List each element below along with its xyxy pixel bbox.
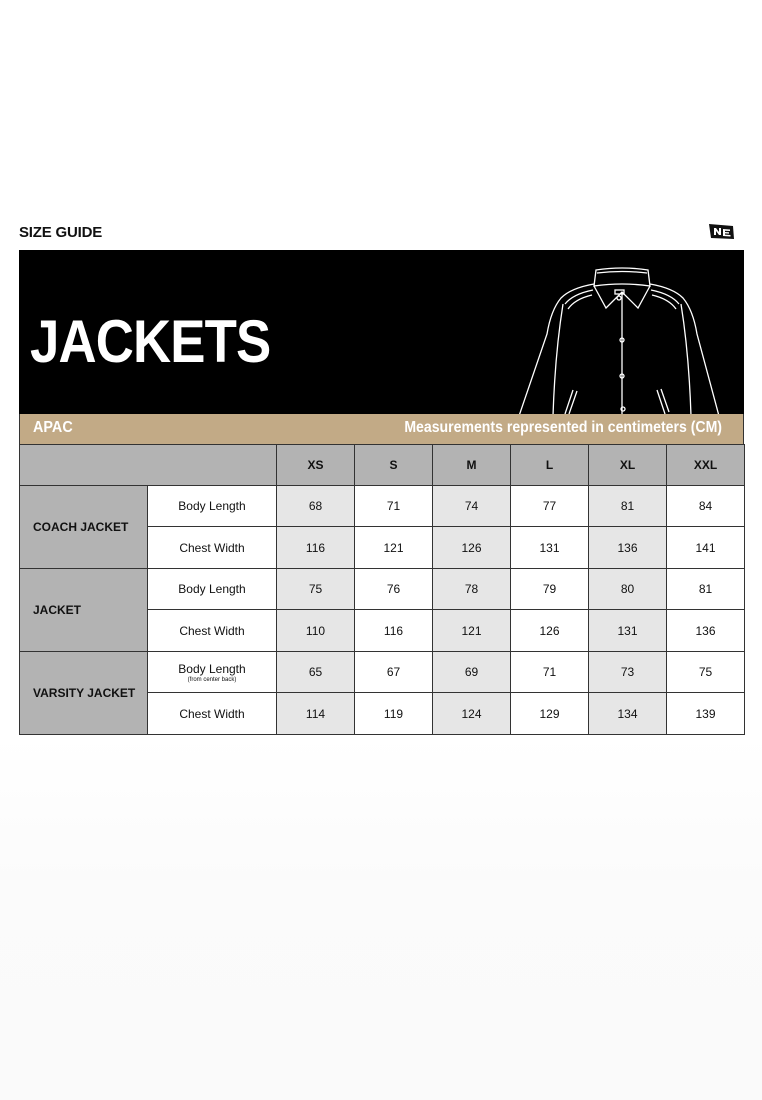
size-header-row: [20, 445, 745, 486]
value-cell: 77: [511, 486, 589, 527]
value-cell: 75: [277, 569, 355, 610]
value-cell: 81: [667, 569, 745, 610]
value-cell: 68: [277, 486, 355, 527]
value-cell: 121: [355, 527, 433, 569]
value-cell: 126: [433, 527, 511, 569]
region-label: APAC: [33, 419, 73, 436]
value-cell: 139: [667, 693, 745, 735]
value-cell: 75: [667, 652, 745, 693]
new-era-flag-logo-icon: [707, 222, 735, 242]
value-cell: 110: [277, 610, 355, 652]
value-cell: 79: [511, 569, 589, 610]
measure-label: Body Length: [178, 661, 246, 676]
header-blank-cell: [20, 445, 277, 486]
value-cell: 129: [511, 693, 589, 735]
table-row: [20, 652, 745, 693]
value-cell: 74: [433, 486, 511, 527]
value-cell: 69: [433, 652, 511, 693]
size-header-xs: XS: [277, 445, 355, 486]
page-background: [0, 735, 762, 1100]
category-label: VARSITY JACKET: [20, 652, 148, 735]
value-cell: 76: [355, 569, 433, 610]
hero-banner: [19, 250, 744, 414]
value-cell: 131: [511, 527, 589, 569]
measure-label: Body Length: [148, 486, 277, 527]
measure-label: Chest Width: [148, 527, 277, 569]
category-label: JACKET: [20, 569, 148, 652]
size-header-xl: XL: [589, 445, 667, 486]
table-row: [20, 486, 745, 527]
measure-label: Chest Width: [148, 693, 277, 735]
value-cell: 67: [355, 652, 433, 693]
value-cell: 134: [589, 693, 667, 735]
value-cell: 84: [667, 486, 745, 527]
value-cell: 126: [511, 610, 589, 652]
size-header-m: M: [433, 445, 511, 486]
value-cell: 116: [277, 527, 355, 569]
units-note: Measurements represented in centimeters (CM): [404, 419, 722, 436]
jacket-outline-icon: [511, 264, 733, 414]
region-bar: [19, 414, 744, 444]
value-cell: 80: [589, 569, 667, 610]
measure-note: (from center back): [187, 676, 237, 683]
table-row: [20, 569, 745, 610]
measure-label: Body Length: [148, 569, 277, 610]
size-header-xxl: XXL: [667, 445, 745, 486]
value-cell: 116: [355, 610, 433, 652]
value-cell: 131: [589, 610, 667, 652]
value-cell: 136: [589, 527, 667, 569]
value-cell: 71: [355, 486, 433, 527]
value-cell: 121: [433, 610, 511, 652]
category-label: COACH JACKET: [20, 486, 148, 569]
page-title: JACKETS: [30, 308, 271, 375]
measure-label: Chest Width: [148, 610, 277, 652]
value-cell: 65: [277, 652, 355, 693]
size-table: [19, 444, 745, 735]
value-cell: 78: [433, 569, 511, 610]
value-cell: 114: [277, 693, 355, 735]
value-cell: 119: [355, 693, 433, 735]
value-cell: 141: [667, 527, 745, 569]
size-header-l: L: [511, 445, 589, 486]
size-guide-title: SIZE GUIDE: [19, 224, 103, 241]
size-header-s: S: [355, 445, 433, 486]
value-cell: 124: [433, 693, 511, 735]
measure-label-cell: [148, 652, 277, 693]
value-cell: 71: [511, 652, 589, 693]
value-cell: 73: [589, 652, 667, 693]
value-cell: 136: [667, 610, 745, 652]
value-cell: 81: [589, 486, 667, 527]
